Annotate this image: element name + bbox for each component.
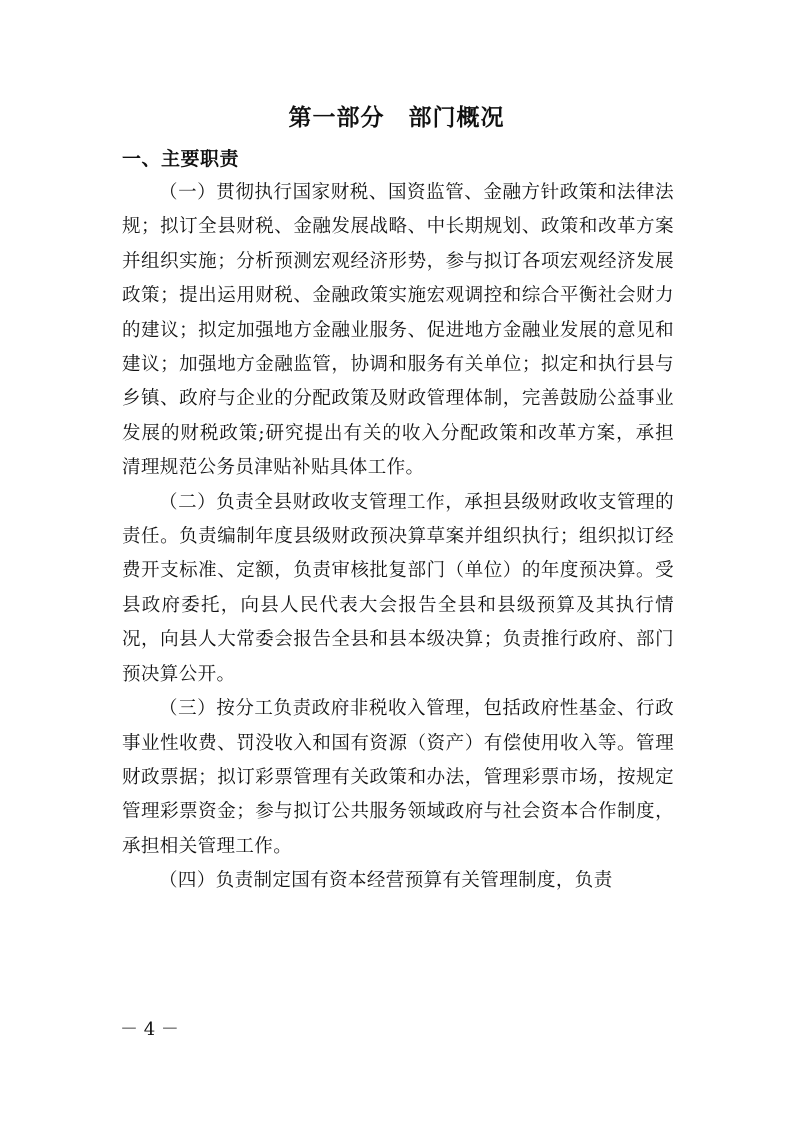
page-number: － 4 －: [120, 1019, 179, 1040]
section-heading: 一、主要职责: [122, 148, 240, 170]
page-title: 第一部分 部门概况: [288, 105, 505, 131]
paragraph-4: （四）负责制定国有资本经营预算有关管理制度，负责: [159, 870, 613, 892]
body-text: [122, 176, 674, 899]
paragraph-2: （二）负责全县财政收支管理工作，承担县级财政收支管理的责任。负责编制年度县级财政预决算草案并组织执行；组织拟订经费开支标准、定额，负责审核批复部门（单位）的年度预决算。受县政府委托，向县人民代表大会报告全县和县级预算及其执行情况，向县人大常委会报告全县和县本级决算；负责推行政府、部门预决算公开。: [122, 491, 674, 685]
paragraph-3: （三）按分工负责政府非税收入管理，包括政府性基金、行政事业性收费、罚没收入和国有资源（资产）有偿使用收入等。管理财政票据；拟订彩票管理有关政策和办法，管理彩票市场，按规定管理彩票资金；参与拟订公共服务领域政府与社会资本合作制度，承担相关管理工作。: [122, 698, 674, 857]
paragraph-1: （一）贯彻执行国家财税、国资监管、金融方针政策和法律法规；拟订全县财税、金融发展战略、中长期规划、政策和改革方案并组织实施；分析预测宏观经济形势，参与拟订各项宏观经济发展政策；提出运用财税、金融政策实施宏观调控和综合平衡社会财力的建议；拟定加强地方金融业服务、促进地方金融业发展的意见和建议；加强地方金融监管，协调和服务有关单位；拟定和执行县与乡镇、政府与企业的分配政策及财政管理体制，完善鼓励公益事业发展的财税政策;研究提出有关的收入分配政策和改革方案，承担清理规范公务员津贴补贴具体工作。: [122, 182, 674, 479]
